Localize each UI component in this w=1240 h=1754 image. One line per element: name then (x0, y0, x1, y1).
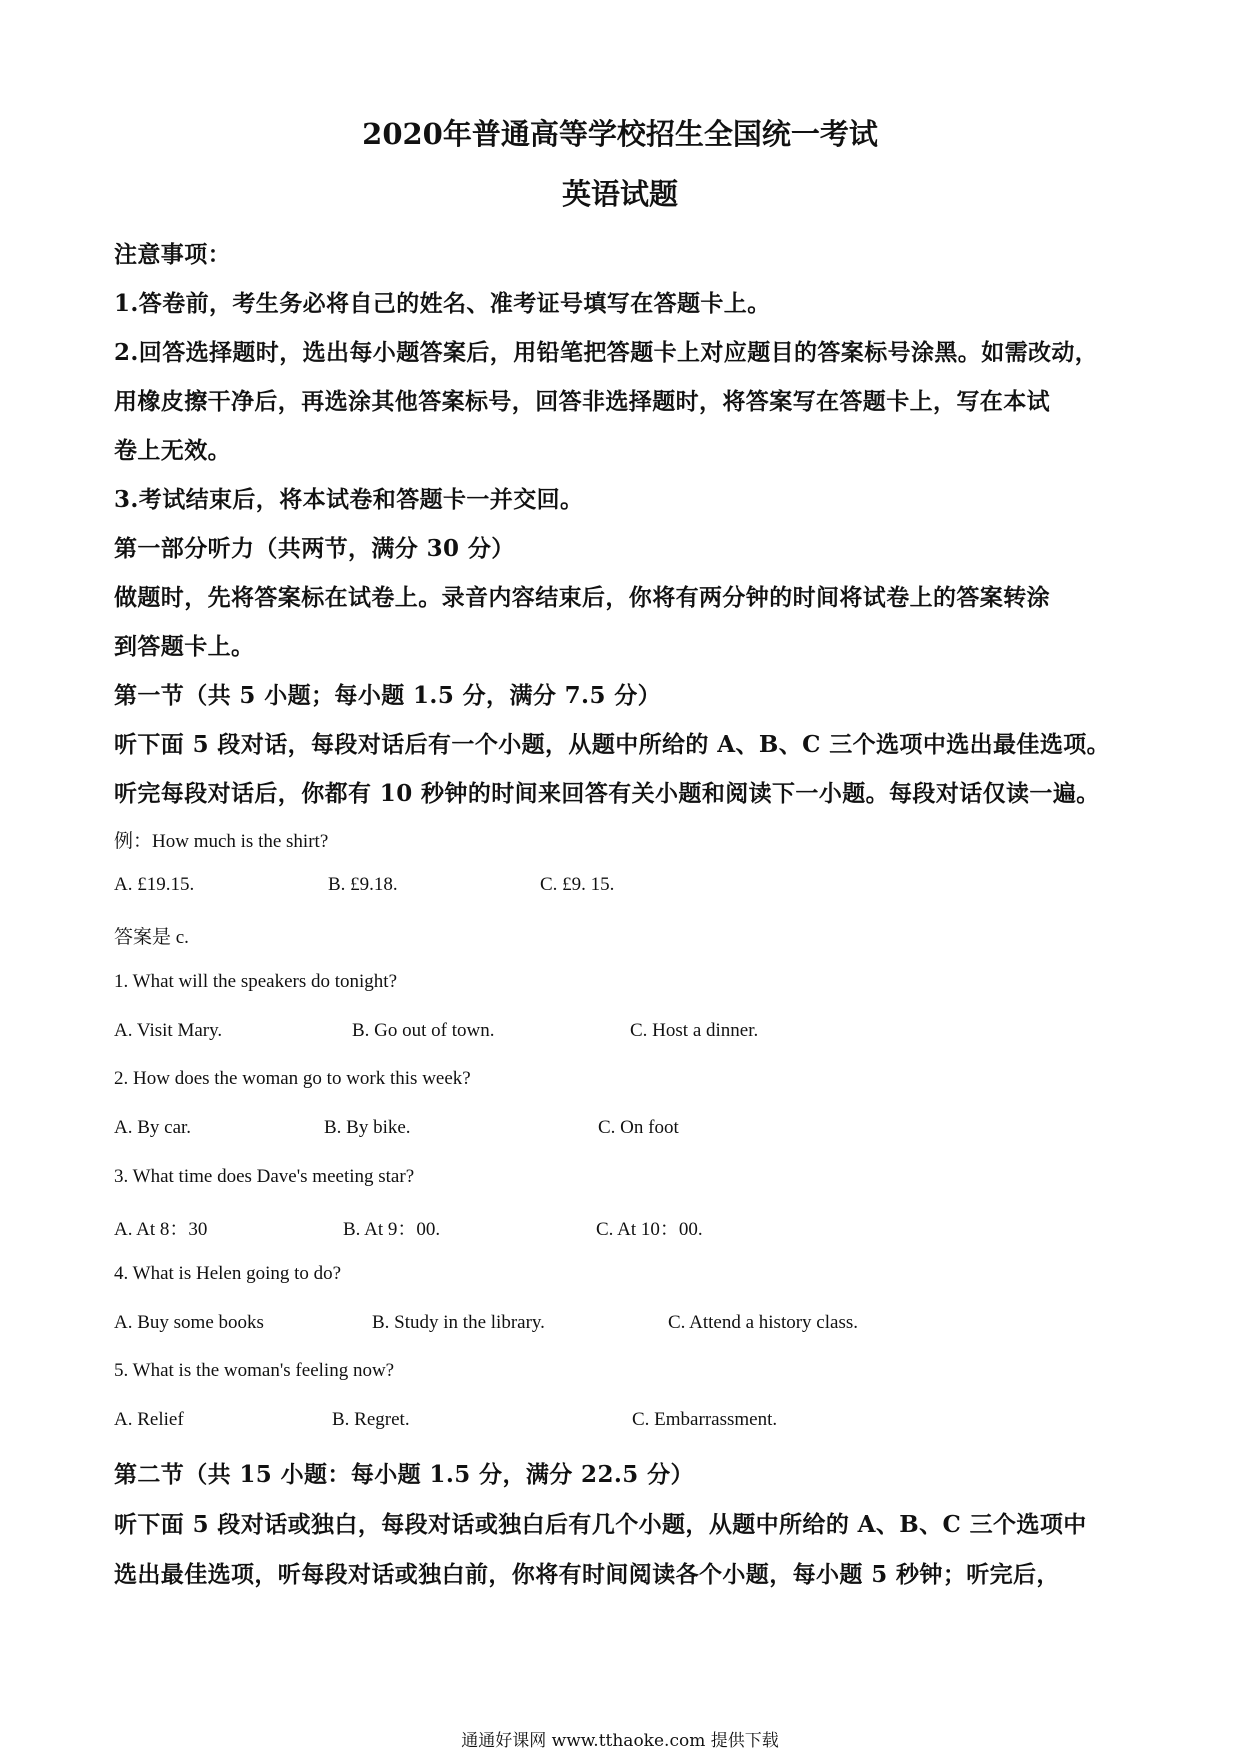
question-3: 3. What time does Dave's meeting star? (114, 1166, 415, 1187)
question-1-option-a: A. Visit Mary. (114, 1020, 223, 1041)
part1-intro-line-2: 到答题卡上。 (114, 633, 255, 660)
section2-heading: 第二节（共 15 小题：每小题 1.5 分，满分 22.5 分） (114, 1461, 694, 1488)
exam-subtitle: 英语试题 (561, 177, 678, 211)
question-2-option-c: C. On foot (598, 1117, 679, 1138)
question-2-option-a: A. By car. (114, 1117, 192, 1138)
exam-title: 2020年普通高等学校招生全国统一考试 (362, 117, 878, 151)
section1-instruction-line-1: 听下面 5 段对话，每段对话后有一个小题，从题中所给的 A、B、C 三个选项中选出最佳选项。 (114, 731, 1111, 758)
notice-item-3: 3.考试结束后，将本试卷和答题卡一并交回。 (114, 486, 584, 513)
example-answer: 答案是 c. (114, 927, 189, 948)
part1-intro-line-1: 做题时，先将答案标在试卷上。录音内容结束后，你将有两分钟的时间将试卷上的答案转涂 (114, 584, 1050, 611)
question-5-option-b: B. Regret. (332, 1409, 410, 1430)
notice-heading: 注意事项： (114, 241, 231, 268)
example-question: 例：How much is the shirt? (114, 831, 329, 852)
question-5-option-a: A. Relief (114, 1409, 184, 1430)
question-3-option-b: B. At 9：00. (343, 1219, 441, 1240)
page-footer: 通通好课网 www.tthaoke.com 提供下载 (461, 1731, 779, 1751)
question-2-option-b: B. By bike. (324, 1117, 411, 1138)
question-5: 5. What is the woman's feeling now? (114, 1360, 395, 1381)
question-4: 4. What is Helen going to do? (114, 1263, 342, 1284)
notice-item-2-line-1: 2.回答选择题时，选出每小题答案后，用铅笔把答题卡上对应题目的答案标号涂黑。如需改动， (114, 339, 1099, 366)
section2-instruction-line-1: 听下面 5 段对话或独白，每段对话或独白后有几个小题，从题中所给的 A、B、C 三个选项中 (114, 1511, 1087, 1538)
question-3-option-c: C. At 10：00. (596, 1219, 703, 1240)
section1-instruction-line-2: 听完每段对话后，你都有 10 秒钟的时间来回答有关小题和阅读下一小题。每段对话仅读一遍。 (114, 780, 1100, 807)
part1-heading: 第一部分听力（共两节，满分 30 分） (114, 535, 515, 562)
question-1-option-c: C. Host a dinner. (630, 1020, 759, 1041)
question-5-option-c: C. Embarrassment. (632, 1409, 778, 1430)
question-4-option-b: B. Study in the library. (372, 1312, 545, 1333)
section2-instruction-line-2: 选出最佳选项，听每段对话或独白前，你将有时间阅读各个小题，每小题 5 秒钟；听完后， (114, 1561, 1060, 1588)
notice-item-2-line-3: 卷上无效。 (114, 437, 231, 464)
example-option-a: A. £19.15. (114, 874, 195, 895)
notice-item-1: 1.答卷前，考生务必将自己的姓名、准考证号填写在答题卡上。 (114, 290, 771, 317)
question-4-option-c: C. Attend a history class. (668, 1312, 858, 1333)
question-1: 1. What will the speakers do tonight? (114, 971, 398, 992)
section1-heading: 第一节（共 5 小题；每小题 1.5 分，满分 7.5 分） (114, 682, 662, 709)
question-2: 2. How does the woman go to work this week? (114, 1068, 471, 1089)
example-option-b: B. £9.18. (328, 874, 398, 895)
question-1-option-b: B. Go out of town. (352, 1020, 495, 1041)
question-4-option-a: A. Buy some books (114, 1312, 264, 1333)
example-option-c: C. £9. 15. (540, 874, 615, 895)
notice-item-2-line-2: 用橡皮擦干净后，再选涂其他答案标号，回答非选择题时，将答案写在答题卡上，写在本试 (114, 388, 1050, 415)
question-3-option-a: A. At 8：30 (114, 1219, 208, 1240)
